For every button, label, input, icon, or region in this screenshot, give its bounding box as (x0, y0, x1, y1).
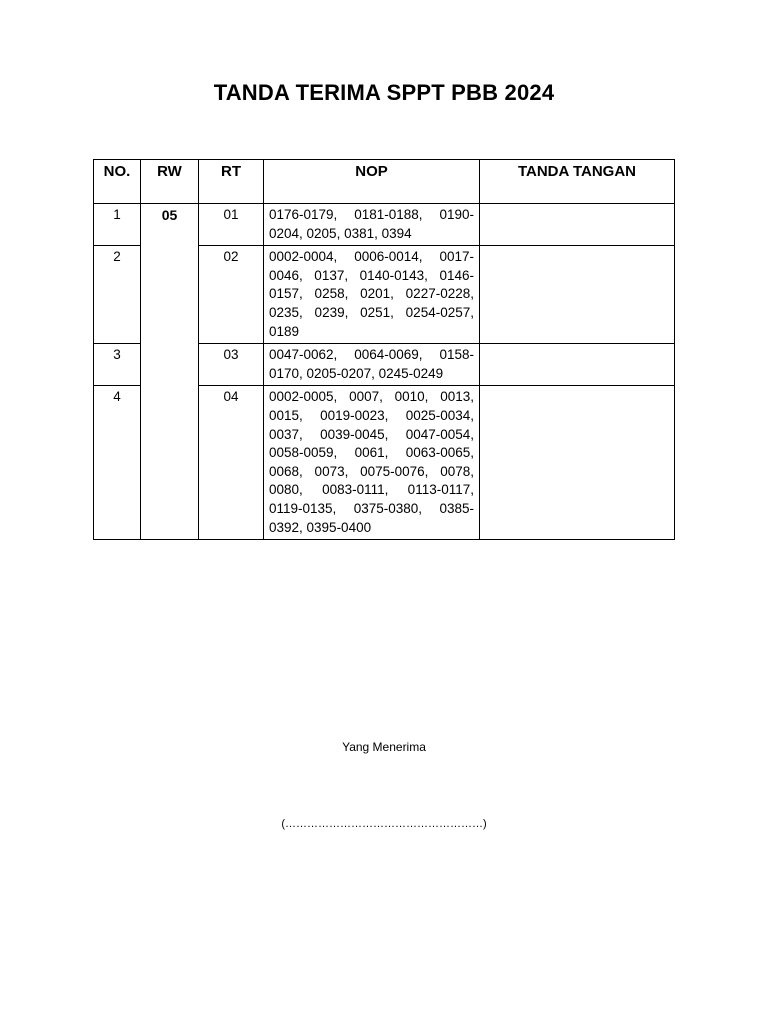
rw-value: 05 (141, 204, 199, 540)
nop-list: 0002-0004, 0006-0014, 0017-0046, 0137, 0140-0143, 0146-0157, 0258, 0201, 0227-0228, 0235, 0239, 0251, 0254-0257, 0189 (264, 246, 480, 344)
nop-list: 0047-0062, 0064-0069, 0158-0170, 0205-0207, 0245-0249 (264, 344, 480, 386)
row-number: 3 (94, 344, 141, 386)
table-header-row (94, 160, 675, 204)
header-nop: NOP (264, 160, 480, 204)
header-no: NO. (94, 160, 141, 204)
signature-line: (………………………………………………) (281, 818, 487, 830)
signature-cell (480, 344, 675, 386)
signature-cell (480, 204, 675, 246)
row-number: 4 (94, 386, 141, 540)
receipt-table (93, 159, 675, 540)
signature-cell (480, 386, 675, 540)
table-row (94, 204, 675, 246)
rt-value: 02 (199, 246, 264, 344)
header-rw: RW (141, 160, 199, 204)
row-number: 2 (94, 246, 141, 344)
nop-list: 0002-0005, 0007, 0010, 0013, 0015, 0019-0023, 0025-0034, 0037, 0039-0045, 0047-0054, 0058-0059, 0061, 0063-0065, 0068, 0073, 0075-0076, 0078, 0080, 0083-0111, 0113-0117, 0119-0135, 0375-0380, 0385-0392, 0395-0400 (264, 386, 480, 540)
signature-cell (480, 246, 675, 344)
rt-value: 04 (199, 386, 264, 540)
header-rt: RT (199, 160, 264, 204)
nop-list: 0176-0179, 0181-0188, 0190-0204, 0205, 0381, 0394 (264, 204, 480, 246)
header-signature: TANDA TANGAN (480, 160, 675, 204)
document-title: TANDA TERIMA SPPT PBB 2024 (213, 80, 555, 105)
row-number: 1 (94, 204, 141, 246)
receiver-label: Yang Menerima (342, 740, 426, 754)
rt-value: 03 (199, 344, 264, 386)
rt-value: 01 (199, 204, 264, 246)
